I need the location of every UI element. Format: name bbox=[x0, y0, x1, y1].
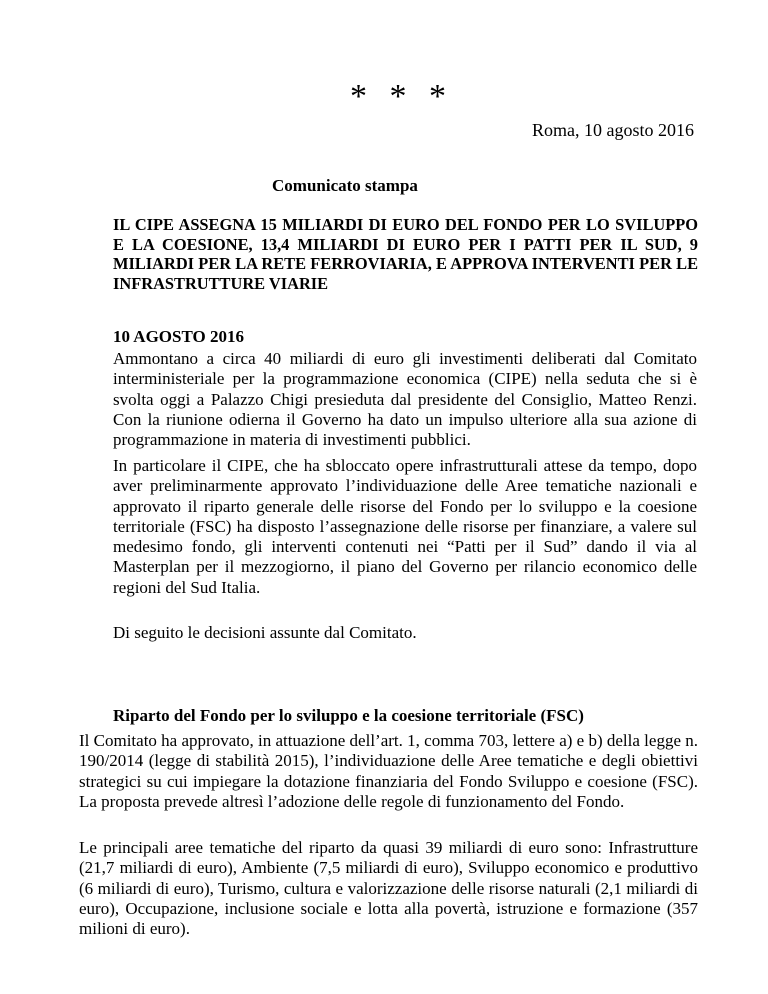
dateline: Roma, 10 agosto 2016 bbox=[532, 120, 694, 140]
body-paragraph-investments: Ammontano a circa 40 miliardi di euro gli investimenti deliberati dal Comitato interministeriale per la programmazione economica (CIPE) nella seduta che si è svolta oggi a Palazzo Chigi presieduta dal presidente del Consiglio, Matteo Renzi. Con la riunione odierna il Governo ha dato un impulso ulteriore alla sua azione di programmazione in materia di investimenti pubblici. bbox=[113, 349, 697, 450]
section-date: 10 AGOSTO 2016 bbox=[113, 327, 244, 346]
body-paragraph-cipe-details: In particolare il CIPE, che ha sbloccato opere infrastrutturali attese da tempo, dopo aver preliminarmente approvato l’individuazione delle Aree tematiche nazionali e approvato il riparto generale delle risorse del Fondo per lo sviluppo e la coesione territoriale (FSC) ha disposto l’assegnazione delle risorse per finanziare, a valere sul medesimo fondo, gli interventi contenuti nei “Patti per il Sud” dando il via al Masterplan per il mezzogiorno, il piano del Governo per rilancio economico delle regioni del Sud Italia. bbox=[113, 456, 697, 597]
body-paragraph-decisions-intro: Di seguito le decisioni assunte dal Comitato. bbox=[113, 623, 417, 642]
fsc-paragraph-approval: Il Comitato ha approvato, in attuazione dell’art. 1, comma 703, lettere a) e b) della legge n. 190/2014 (legge di stabilità 2015), l’individuazione delle Aree tematiche e degli obiettivi strategici su cui impiegare la dotazione finanziaria del Fondo Sviluppo e coesione (FSC). La proposta prevede altresì l’adozione delle regole di funzionamento del Fondo. bbox=[79, 731, 698, 811]
press-release-label: Comunicato stampa bbox=[272, 176, 418, 195]
headline: IL CIPE ASSEGNA 15 MILIARDI DI EURO DEL FONDO PER LO SVILUPPO E LA COESIONE, 13,4 MILIARDI DI EURO PER I PATTI PER IL SUD, 9 MILIARDI PER LA RETE FERROVIARIA, E APPROVA INTERVENTI PER LE INFRASTRUTTURE VIARIE bbox=[113, 215, 698, 293]
fsc-paragraph-thematic-areas: Le principali aree tematiche del riparto da quasi 39 miliardi di euro sono: Infrastrutture (21,7 miliardi di euro), Ambiente (7,5 miliardi di euro), Sviluppo economico e produttivo (6 miliardi di euro), Turismo, cultura e valorizzazione delle risorse naturali (2,1 miliardi di euro), Occupazione, inclusione sociale e lotta alla povertà, istruzione e formazione (357 milioni di euro). bbox=[79, 838, 698, 939]
section-separator-asterisks: * * * bbox=[350, 78, 453, 115]
fsc-section-heading: Riparto del Fondo per lo sviluppo e la coesione territoriale (FSC) bbox=[113, 706, 584, 725]
